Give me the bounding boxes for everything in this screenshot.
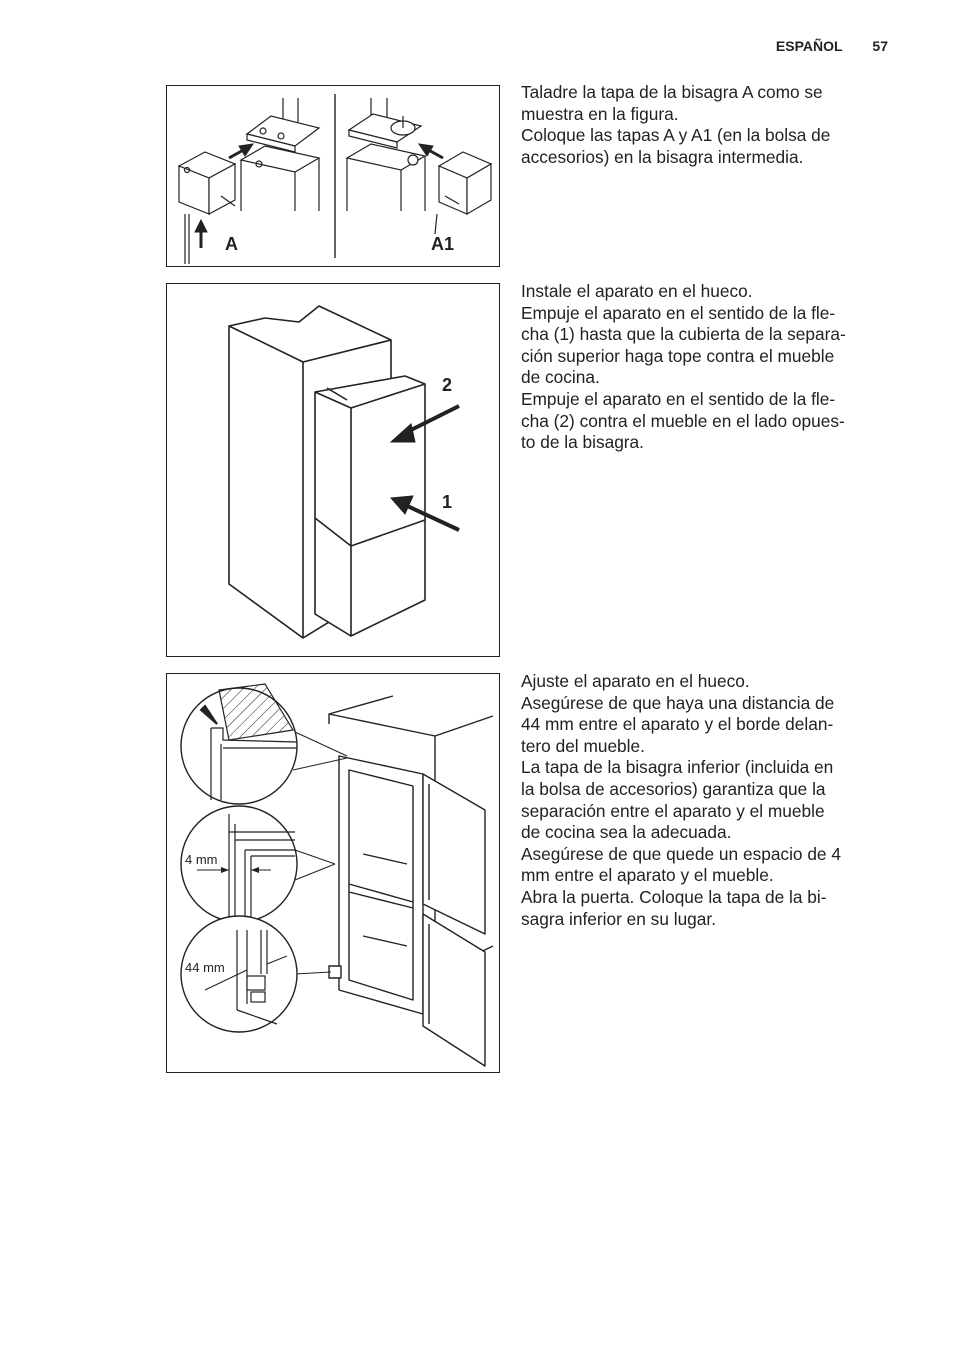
text-line: La tapa de la bisagra inferior (incluida en: [521, 757, 834, 778]
text-line: Abra la puerta. Coloque la tapa de la bi-: [521, 886, 827, 907]
text-line: la bolsa de accesorios) garantiza que la: [521, 778, 826, 799]
text-line: muestra en la figura.: [521, 103, 679, 124]
arrow-label-1: 1: [442, 492, 453, 512]
adjust-appliance-figure: [166, 673, 500, 1073]
text-line: separación entre el aparato y el mueble: [521, 800, 825, 821]
text-line: Empuje el aparato en el sentido de la fle-: [521, 388, 836, 409]
text-line: de cocina sea la adecuada.: [521, 822, 732, 843]
install-appliance-illustration: [167, 284, 501, 658]
page-header: [776, 38, 888, 54]
section-2-text: [521, 281, 891, 454]
hinge-cover-figure: [166, 85, 500, 267]
text-line: Coloque las tapas A y A1 (en la bolsa de: [521, 125, 831, 146]
section-3-text: [521, 671, 891, 930]
page-number: 57: [872, 38, 888, 54]
text-line: 44 mm entre el aparato y el borde delan-: [521, 714, 834, 735]
text-line: ción superior haga tope contra el mueble: [521, 345, 835, 366]
text-line: to de la bisagra.: [521, 432, 644, 453]
text-line: Ajuste el aparato en el hueco.: [521, 671, 750, 691]
install-appliance-figure: [166, 283, 500, 657]
text-line: Asegúrese de que haya una distancia de: [521, 692, 835, 713]
text-line: Empuje el aparato en el sentido de la fle-: [521, 302, 836, 323]
text-line: sagra inferior en su lugar.: [521, 908, 717, 929]
language-label: ESPAÑOL: [775, 38, 843, 54]
text-line: accesorios) en la bisagra intermedia.: [521, 146, 804, 167]
text-line: Asegúrese de que quede un espacio de 4: [521, 843, 841, 864]
text-line: Instale el aparato en el hueco.: [521, 281, 753, 301]
label-a1: A1: [431, 234, 455, 254]
text-line: cha (2) contra el mueble en el lado opues-: [521, 410, 845, 431]
section-1-text: [521, 82, 891, 168]
text-line: de cocina.: [521, 367, 600, 388]
text-line: cha (1) hasta que la cubierta de la separa-: [521, 324, 846, 345]
gap-label-4mm: 4 mm: [185, 852, 218, 867]
arrow-label-2: 2: [442, 375, 453, 395]
text-line: Taladre la tapa de la bisagra A como se: [521, 82, 823, 102]
hinge-cover-illustration: [167, 86, 501, 268]
text-line: mm entre el aparato y el mueble.: [521, 865, 774, 886]
adjust-appliance-illustration: [167, 674, 501, 1074]
label-a: A: [225, 234, 238, 254]
text-line: tero del mueble.: [521, 735, 645, 756]
gap-label-44mm: 44 mm: [185, 960, 225, 975]
